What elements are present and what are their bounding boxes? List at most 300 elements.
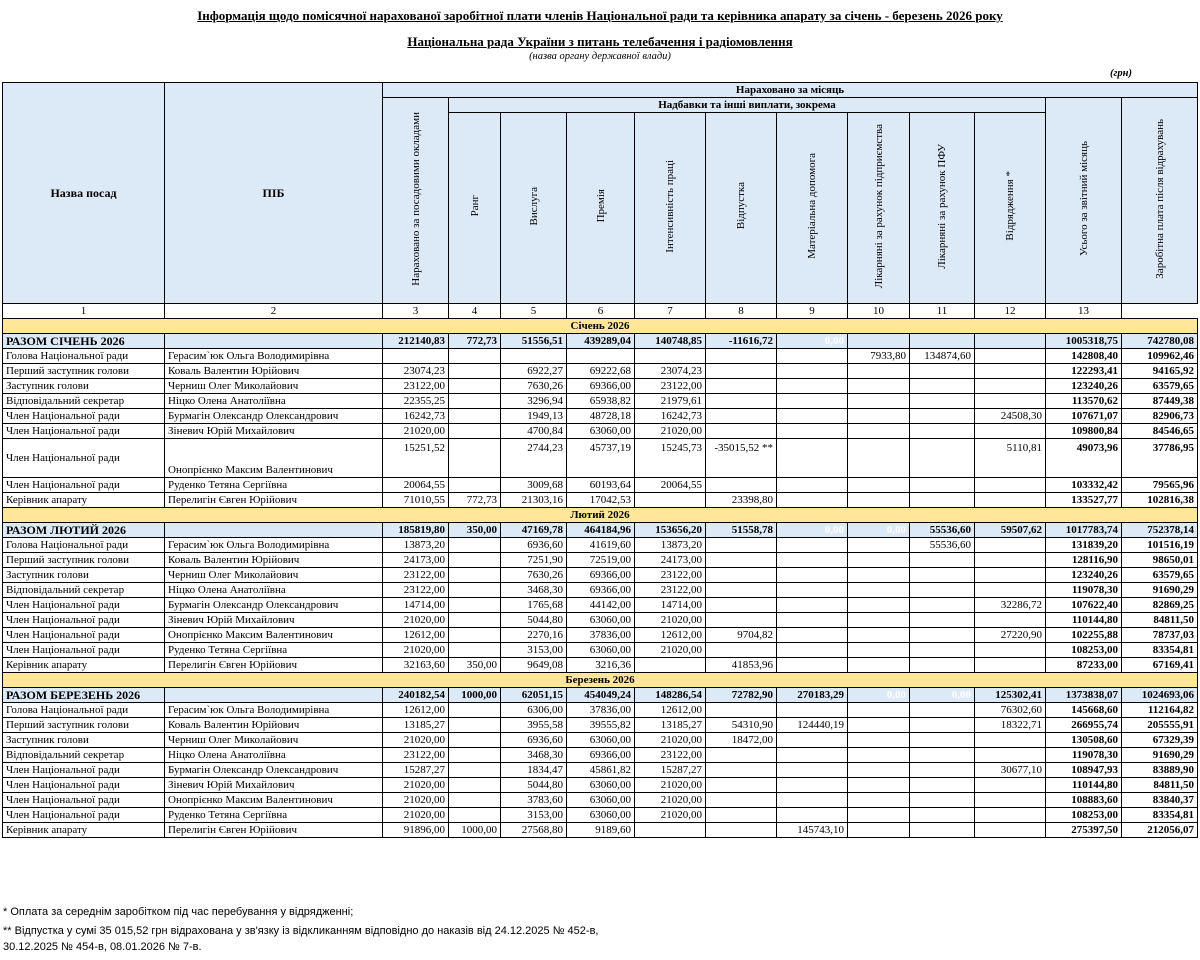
- total-label: РАЗОМ ЛЮТИЙ 2026: [3, 523, 165, 538]
- value-cell: 21303,16: [501, 493, 567, 508]
- total-cell: 62051,15: [501, 688, 567, 703]
- value-cell: 82906,73: [1122, 409, 1198, 424]
- table-row: [3, 478, 1198, 493]
- position-cell: Заступник голови: [3, 733, 165, 748]
- total-cell: 153656,20: [635, 523, 706, 538]
- value-cell: 63060,00: [567, 808, 635, 823]
- value-cell: [449, 643, 501, 658]
- value-cell: [910, 718, 975, 733]
- total-cell: 0,00: [910, 688, 975, 703]
- total-label: РАЗОМ СІЧЕНЬ 2026: [3, 334, 165, 349]
- value-cell: 23122,00: [635, 748, 706, 763]
- value-cell: [706, 379, 777, 394]
- name-cell: Коваль Валентин Юрійович: [165, 364, 383, 379]
- name-cell: Руденко Тетяна Сергіївна: [165, 808, 383, 823]
- value-cell: [975, 823, 1046, 838]
- table-row: [3, 643, 1198, 658]
- value-cell: [848, 748, 910, 763]
- value-cell: [910, 493, 975, 508]
- table-row: [3, 424, 1198, 439]
- value-cell: [975, 808, 1046, 823]
- value-cell: [706, 748, 777, 763]
- table-row: [3, 658, 1198, 673]
- name-cell: Черниш Олег Миколайович: [165, 379, 383, 394]
- column-number: 12: [975, 304, 1046, 319]
- value-cell: 32286,72: [975, 598, 1046, 613]
- value-cell: 3216,36: [567, 658, 635, 673]
- value-cell: [848, 763, 910, 778]
- name-cell: Бурмагін Олександр Олександрович: [165, 409, 383, 424]
- name-cell: Онопрієнко Максим Валентинович: [165, 439, 383, 478]
- value-cell: 23122,00: [635, 583, 706, 598]
- value-cell: 21020,00: [383, 808, 449, 823]
- value-cell: [706, 793, 777, 808]
- footnote-vacation-cont: 30.12.2025 № 454-в, 08.01.2026 № 7-в.: [3, 941, 202, 953]
- position-cell: Член Національної ради: [3, 598, 165, 613]
- value-cell: 350,00: [449, 658, 501, 673]
- value-cell: 113570,62: [1046, 394, 1122, 409]
- value-cell: [706, 763, 777, 778]
- value-cell: [383, 349, 449, 364]
- table-row: [3, 409, 1198, 424]
- value-cell: 12612,00: [635, 703, 706, 718]
- name-cell: Перелигін Євген Юрійович: [165, 823, 383, 838]
- value-cell: [706, 424, 777, 439]
- value-cell: [910, 703, 975, 718]
- position-cell: Керівник апарату: [3, 493, 165, 508]
- value-cell: 3783,60: [501, 793, 567, 808]
- position-cell: Відповідальний секретар: [3, 394, 165, 409]
- value-cell: 14714,00: [383, 598, 449, 613]
- value-cell: 108947,93: [1046, 763, 1122, 778]
- value-cell: 275397,50: [1046, 823, 1122, 838]
- value-cell: 82869,25: [1122, 598, 1198, 613]
- value-cell: 30677,10: [975, 763, 1046, 778]
- value-cell: [848, 643, 910, 658]
- value-cell: 23122,00: [383, 379, 449, 394]
- value-cell: 130508,60: [1046, 733, 1122, 748]
- value-cell: 32163,60: [383, 658, 449, 673]
- value-cell: [910, 613, 975, 628]
- value-cell: [777, 364, 848, 379]
- value-cell: 23074,23: [635, 364, 706, 379]
- value-cell: 22355,25: [383, 394, 449, 409]
- value-cell: 7933,80: [848, 349, 910, 364]
- value-cell: 103332,42: [1046, 478, 1122, 493]
- value-cell: [449, 733, 501, 748]
- value-cell: 119078,30: [1046, 748, 1122, 763]
- value-cell: 1949,13: [501, 409, 567, 424]
- value-cell: [706, 613, 777, 628]
- value-cell: 124440,19: [777, 718, 848, 733]
- value-cell: [777, 808, 848, 823]
- value-cell: [777, 598, 848, 613]
- value-cell: 63060,00: [567, 733, 635, 748]
- table-row: [3, 349, 1198, 364]
- value-cell: [848, 439, 910, 478]
- value-cell: 212056,07: [1122, 823, 1198, 838]
- table-row: [3, 613, 1198, 628]
- document-title: Інформація щодо помісячної нарахованої заробітної плати членів Національної ради та керівника апарату за січень - березень 2026 року: [197, 8, 1003, 23]
- header-name: ПІБ: [165, 83, 383, 304]
- header-salary: Нараховано за посадовими окладами: [383, 98, 449, 304]
- value-cell: 27220,90: [975, 628, 1046, 643]
- value-cell: [706, 349, 777, 364]
- value-cell: [706, 643, 777, 658]
- position-cell: Керівник апарату: [3, 658, 165, 673]
- value-cell: 13873,20: [383, 538, 449, 553]
- value-cell: 101516,19: [1122, 538, 1198, 553]
- total-cell: [165, 688, 383, 703]
- total-cell: 55536,60: [910, 523, 975, 538]
- value-cell: 94165,92: [1122, 364, 1198, 379]
- value-cell: 13185,27: [383, 718, 449, 733]
- value-cell: [848, 424, 910, 439]
- table-row: [3, 493, 1198, 508]
- value-cell: 5110,81: [975, 439, 1046, 478]
- total-label: РАЗОМ БЕРЕЗЕНЬ 2026: [3, 688, 165, 703]
- table-row: [3, 793, 1198, 808]
- table-row: [3, 718, 1198, 733]
- value-cell: 110144,80: [1046, 778, 1122, 793]
- value-cell: 7630,26: [501, 568, 567, 583]
- value-cell: [706, 568, 777, 583]
- position-cell: Відповідальний секретар: [3, 583, 165, 598]
- value-cell: [777, 793, 848, 808]
- value-cell: [848, 364, 910, 379]
- position-cell: Голова Національної ради: [3, 703, 165, 718]
- value-cell: 108253,00: [1046, 808, 1122, 823]
- table-row: [3, 628, 1198, 643]
- column-number: 5: [501, 304, 567, 319]
- value-cell: [910, 793, 975, 808]
- value-cell: 45737,19: [567, 439, 635, 478]
- value-cell: 71010,55: [383, 493, 449, 508]
- value-cell: [910, 628, 975, 643]
- value-cell: [777, 409, 848, 424]
- total-cell: -11616,72: [706, 334, 777, 349]
- value-cell: 91896,00: [383, 823, 449, 838]
- value-cell: [777, 748, 848, 763]
- header-column-numbers: [3, 304, 1198, 319]
- table-row: [3, 583, 1198, 598]
- name-cell: Ніцко Олена Анатоліївна: [165, 394, 383, 409]
- value-cell: 107671,07: [1046, 409, 1122, 424]
- total-cell: 0,00: [777, 523, 848, 538]
- value-cell: [449, 703, 501, 718]
- header-seniority: Вислуга: [501, 113, 567, 304]
- table-row: [3, 568, 1198, 583]
- value-cell: [706, 364, 777, 379]
- total-cell: [848, 334, 910, 349]
- value-cell: 63060,00: [567, 424, 635, 439]
- value-cell: 3009,68: [501, 478, 567, 493]
- table-body: [3, 319, 1198, 838]
- position-cell: Член Національної ради: [3, 628, 165, 643]
- value-cell: 21020,00: [383, 778, 449, 793]
- value-cell: 37836,00: [567, 703, 635, 718]
- section-title: Березень 2026: [3, 673, 1198, 688]
- table-row: [3, 379, 1198, 394]
- value-cell: [848, 793, 910, 808]
- value-cell: [777, 703, 848, 718]
- position-cell: Заступник голови: [3, 379, 165, 394]
- header-vacation: Відпустка: [706, 113, 777, 304]
- header-rank: Ранг: [449, 113, 501, 304]
- value-cell: 63060,00: [567, 793, 635, 808]
- name-cell: Герасим`юк Ольга Володимирівна: [165, 349, 383, 364]
- value-cell: 145743,10: [777, 823, 848, 838]
- name-cell: Герасим`юк Ольга Володимирівна: [165, 538, 383, 553]
- value-cell: 6922,27: [501, 364, 567, 379]
- value-cell: 12612,00: [383, 628, 449, 643]
- value-cell: 79565,96: [1122, 478, 1198, 493]
- name-cell: Руденко Тетяна Сергіївна: [165, 478, 383, 493]
- value-cell: 76302,60: [975, 703, 1046, 718]
- value-cell: [706, 409, 777, 424]
- position-cell: Керівник апарату: [3, 823, 165, 838]
- value-cell: 1765,68: [501, 598, 567, 613]
- position-cell: Перший заступник голови: [3, 553, 165, 568]
- value-cell: 110144,80: [1046, 613, 1122, 628]
- value-cell: 18472,00: [706, 733, 777, 748]
- value-cell: [567, 349, 635, 364]
- total-cell: 1005318,75: [1046, 334, 1122, 349]
- value-cell: 67329,39: [1122, 733, 1198, 748]
- value-cell: 123240,26: [1046, 568, 1122, 583]
- value-cell: 1834,47: [501, 763, 567, 778]
- value-cell: 123240,26: [1046, 379, 1122, 394]
- name-cell: Онопрієнко Максим Валентинович: [165, 628, 383, 643]
- value-cell: [635, 823, 706, 838]
- total-cell: 148286,54: [635, 688, 706, 703]
- value-cell: [635, 658, 706, 673]
- name-cell: Коваль Валентин Юрійович: [165, 718, 383, 733]
- column-number: 10: [848, 304, 910, 319]
- total-cell: 72782,90: [706, 688, 777, 703]
- value-cell: 3468,30: [501, 748, 567, 763]
- table-row: [3, 364, 1198, 379]
- position-cell: Член Національної ради: [3, 763, 165, 778]
- value-cell: 83354,81: [1122, 643, 1198, 658]
- month-total-row: [3, 688, 1198, 703]
- value-cell: 1000,00: [449, 823, 501, 838]
- total-cell: 59507,62: [975, 523, 1046, 538]
- value-cell: [449, 553, 501, 568]
- value-cell: [910, 598, 975, 613]
- value-cell: 2744,23: [501, 439, 567, 478]
- position-cell: Член Національної ради: [3, 778, 165, 793]
- name-cell: Коваль Валентин Юрійович: [165, 553, 383, 568]
- position-cell: Член Національної ради: [3, 478, 165, 493]
- value-cell: 772,73: [449, 493, 501, 508]
- value-cell: [449, 568, 501, 583]
- name-cell: Руденко Тетяна Сергіївна: [165, 643, 383, 658]
- value-cell: [449, 718, 501, 733]
- value-cell: 134874,60: [910, 349, 975, 364]
- value-cell: 24173,00: [383, 553, 449, 568]
- value-cell: 23122,00: [383, 748, 449, 763]
- value-cell: [975, 613, 1046, 628]
- value-cell: 3955,58: [501, 718, 567, 733]
- value-cell: [910, 379, 975, 394]
- value-cell: [975, 748, 1046, 763]
- value-cell: [910, 478, 975, 493]
- total-cell: 1017783,74: [1046, 523, 1122, 538]
- value-cell: [777, 478, 848, 493]
- value-cell: 41619,60: [567, 538, 635, 553]
- value-cell: [848, 409, 910, 424]
- total-cell: 47169,78: [501, 523, 567, 538]
- value-cell: [910, 409, 975, 424]
- value-cell: [975, 793, 1046, 808]
- value-cell: 13873,20: [635, 538, 706, 553]
- value-cell: 107622,40: [1046, 598, 1122, 613]
- section-title: Січень 2026: [3, 319, 1198, 334]
- column-number: 11: [910, 304, 975, 319]
- value-cell: [449, 364, 501, 379]
- value-cell: [777, 439, 848, 478]
- table-row: [3, 439, 1198, 478]
- value-cell: 102816,38: [1122, 493, 1198, 508]
- value-cell: 15287,27: [635, 763, 706, 778]
- value-cell: 15287,27: [383, 763, 449, 778]
- value-cell: [848, 733, 910, 748]
- value-cell: [777, 733, 848, 748]
- table-row: [3, 778, 1198, 793]
- value-cell: [706, 394, 777, 409]
- value-cell: [910, 778, 975, 793]
- value-cell: [975, 349, 1046, 364]
- value-cell: [777, 493, 848, 508]
- value-cell: 23074,23: [383, 364, 449, 379]
- value-cell: 21020,00: [383, 424, 449, 439]
- value-cell: [635, 493, 706, 508]
- value-cell: [449, 748, 501, 763]
- value-cell: 6936,60: [501, 538, 567, 553]
- value-cell: [975, 394, 1046, 409]
- value-cell: 7630,26: [501, 379, 567, 394]
- value-cell: [975, 424, 1046, 439]
- column-number: 13: [1046, 304, 1122, 319]
- value-cell: 20064,55: [635, 478, 706, 493]
- value-cell: [848, 808, 910, 823]
- name-cell: Черниш Олег Миколайович: [165, 568, 383, 583]
- total-cell: 0,00: [848, 523, 910, 538]
- organization-caption: (назва органу державної влади): [529, 51, 671, 62]
- value-cell: 4700,84: [501, 424, 567, 439]
- column-number: 3: [383, 304, 449, 319]
- value-cell: 63060,00: [567, 643, 635, 658]
- value-cell: [848, 583, 910, 598]
- value-cell: [777, 379, 848, 394]
- total-cell: 454049,24: [567, 688, 635, 703]
- value-cell: 87233,00: [1046, 658, 1122, 673]
- section-header: [3, 319, 1198, 334]
- value-cell: [449, 538, 501, 553]
- value-cell: 7251,90: [501, 553, 567, 568]
- value-cell: 18322,71: [975, 718, 1046, 733]
- section-title: Лютий 2026: [3, 508, 1198, 523]
- value-cell: 205555,91: [1122, 718, 1198, 733]
- total-cell: [165, 523, 383, 538]
- value-cell: [910, 763, 975, 778]
- value-cell: [975, 733, 1046, 748]
- value-cell: [777, 628, 848, 643]
- value-cell: [848, 598, 910, 613]
- organization-name: Національна рада України з питань телебачення і радіомовлення: [407, 34, 793, 49]
- value-cell: [975, 658, 1046, 673]
- value-cell: 131839,20: [1046, 538, 1122, 553]
- value-cell: [777, 763, 848, 778]
- value-cell: 24508,30: [975, 409, 1046, 424]
- value-cell: 266955,74: [1046, 718, 1122, 733]
- value-cell: 37836,00: [567, 628, 635, 643]
- value-cell: [706, 598, 777, 613]
- total-cell: 185819,80: [383, 523, 449, 538]
- total-cell: 350,00: [449, 523, 501, 538]
- value-cell: 20064,55: [383, 478, 449, 493]
- value-cell: [449, 583, 501, 598]
- value-cell: [910, 553, 975, 568]
- value-cell: 63579,65: [1122, 379, 1198, 394]
- header-accrued: Нараховано за місяць: [383, 83, 1198, 98]
- value-cell: 48728,18: [567, 409, 635, 424]
- value-cell: 9704,82: [706, 628, 777, 643]
- value-cell: [449, 379, 501, 394]
- value-cell: [777, 643, 848, 658]
- position-cell: Заступник голови: [3, 568, 165, 583]
- value-cell: 17042,53: [567, 493, 635, 508]
- value-cell: [848, 703, 910, 718]
- value-cell: [706, 823, 777, 838]
- value-cell: [449, 613, 501, 628]
- value-cell: [449, 793, 501, 808]
- value-cell: [777, 778, 848, 793]
- value-cell: 27568,80: [501, 823, 567, 838]
- value-cell: [501, 349, 567, 364]
- total-cell: 51556,51: [501, 334, 567, 349]
- column-number: 6: [567, 304, 635, 319]
- total-cell: 752378,14: [1122, 523, 1198, 538]
- value-cell: [848, 658, 910, 673]
- value-cell: [975, 778, 1046, 793]
- value-cell: [848, 568, 910, 583]
- name-cell: Ніцко Олена Анатоліївна: [165, 583, 383, 598]
- value-cell: 98650,01: [1122, 553, 1198, 568]
- value-cell: [635, 349, 706, 364]
- value-cell: [706, 478, 777, 493]
- value-cell: 91690,29: [1122, 748, 1198, 763]
- total-cell: 51558,78: [706, 523, 777, 538]
- value-cell: 9189,60: [567, 823, 635, 838]
- value-cell: 3153,00: [501, 808, 567, 823]
- position-cell: Член Національної ради: [3, 409, 165, 424]
- position-cell: Перший заступник голови: [3, 718, 165, 733]
- value-cell: 23122,00: [383, 568, 449, 583]
- value-cell: 21020,00: [635, 793, 706, 808]
- table-row: [3, 553, 1198, 568]
- value-cell: 6306,00: [501, 703, 567, 718]
- value-cell: 24173,00: [635, 553, 706, 568]
- value-cell: [777, 394, 848, 409]
- value-cell: [975, 538, 1046, 553]
- value-cell: -35015,52 **: [706, 439, 777, 478]
- value-cell: 83354,81: [1122, 808, 1198, 823]
- total-cell: 464184,96: [567, 523, 635, 538]
- header-net: Заробітна плата після відрахувань: [1122, 98, 1198, 304]
- name-cell: Онопрієнко Максим Валентинович: [165, 793, 383, 808]
